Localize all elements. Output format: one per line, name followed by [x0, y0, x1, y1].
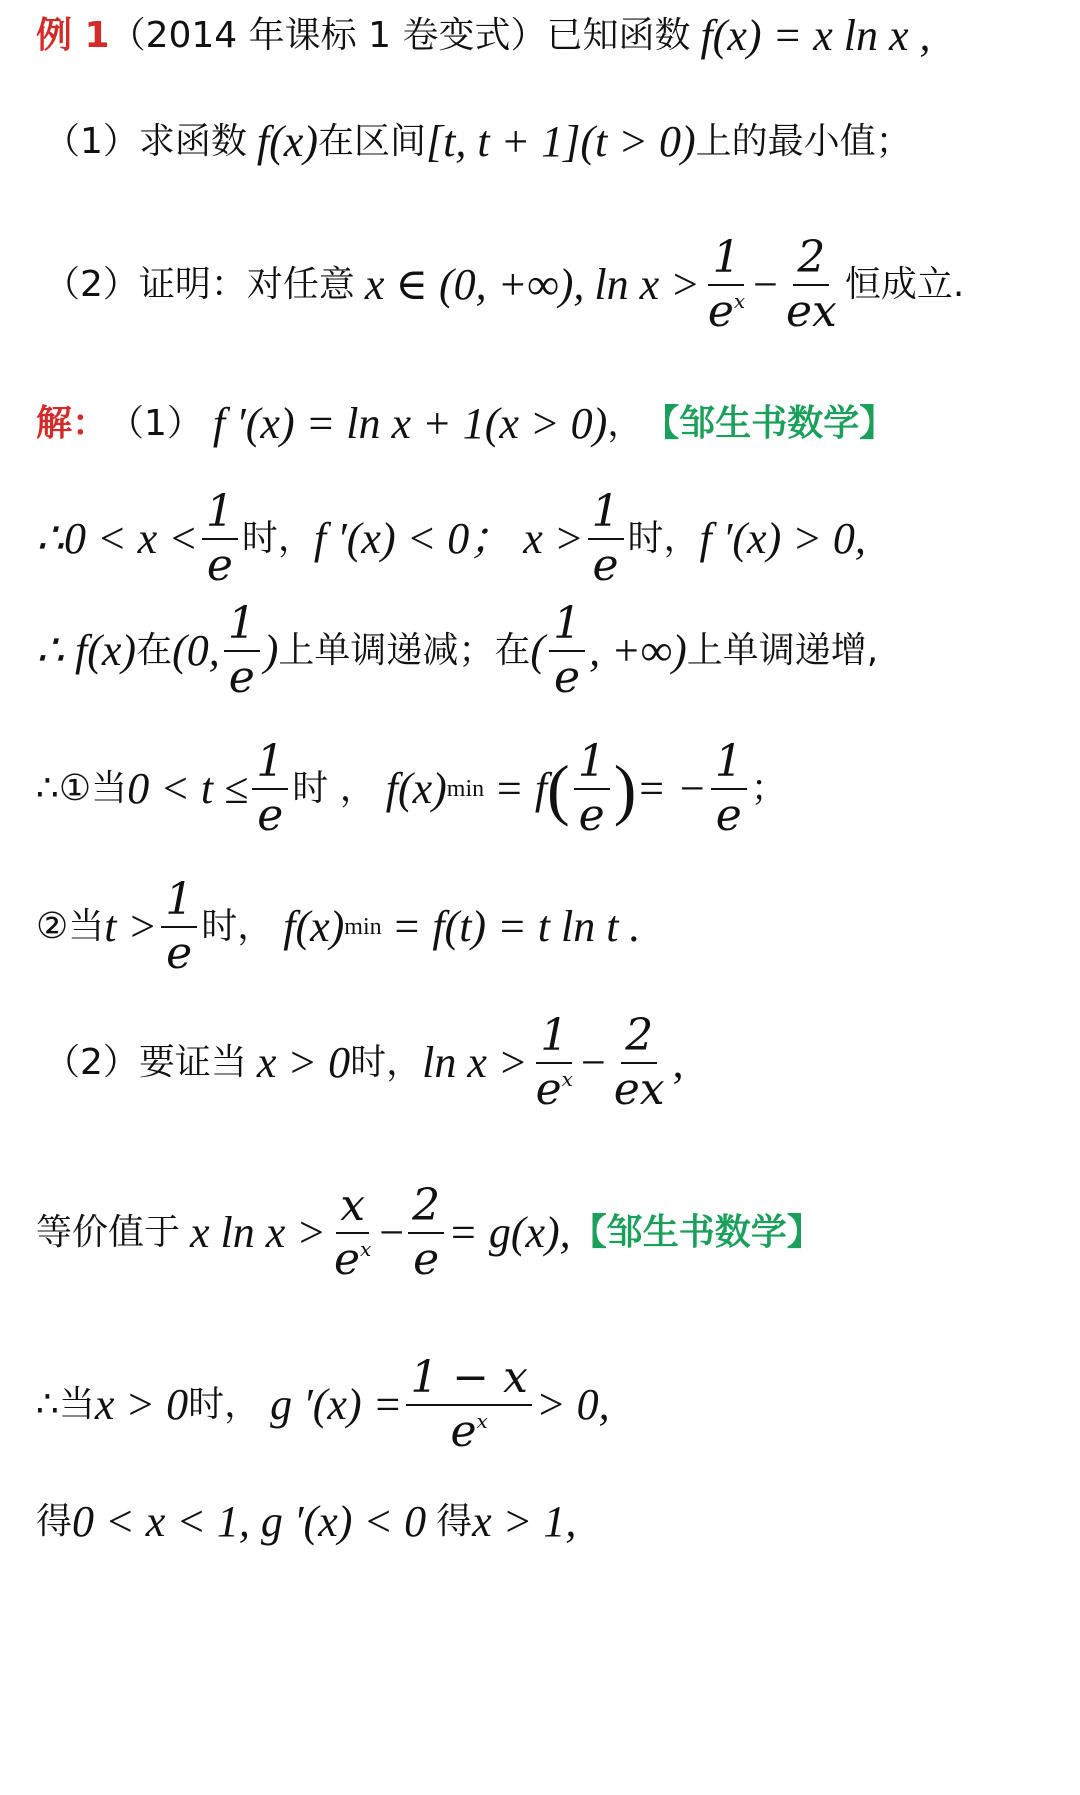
- line-b-fraction-2: [549, 600, 585, 703]
- part2-frac1-num: 1: [536, 1012, 572, 1064]
- case-2: [36, 876, 640, 979]
- last-range2: x > 1,: [472, 1497, 577, 1546]
- line-b-int1-pre: (0,: [172, 626, 220, 676]
- line-a-mid1: 时，: [241, 518, 314, 560]
- gprime-prefix: ∴当: [36, 1384, 95, 1426]
- q1-label: （1）求函数: [44, 121, 247, 162]
- line-c-fraction-3: [711, 738, 747, 841]
- part2-fraction-1: [532, 1012, 577, 1115]
- line-d-result: = f(t) = t ln t .: [391, 902, 641, 952]
- equiv-prefix: 等价值于: [36, 1212, 181, 1254]
- line-c-fraction-2: [574, 738, 610, 841]
- line-c-frac2-den: e: [578, 790, 605, 842]
- part2-frac1-den-sup: x: [561, 1067, 573, 1092]
- solution-comma: ，: [607, 403, 644, 444]
- equivalent-statement: [36, 1182, 823, 1285]
- gprime-frac-den-sup: x: [476, 1409, 488, 1434]
- line-c-shi: 时 ，: [292, 768, 376, 810]
- last-de1: 得: [36, 1501, 73, 1542]
- line-c-fmin: f(x): [385, 764, 447, 814]
- q1-fx: f(x): [256, 117, 318, 166]
- example-label: 例 1: [36, 15, 110, 56]
- part2-end: ,: [672, 1038, 684, 1088]
- line-c-frac2-num: 1: [574, 738, 610, 790]
- g-derivative: [36, 1354, 610, 1457]
- line-b-int2-post: , +∞): [589, 626, 687, 676]
- part2-lhs: ln x >: [422, 1038, 528, 1088]
- watermark-1: 【邹生书数学】: [643, 403, 896, 444]
- line-a-frac1-den: e: [206, 540, 233, 592]
- line-d-frac-num: 1: [161, 876, 197, 928]
- q2-domain: x ∈ (0, +∞),: [364, 260, 585, 310]
- line-a-cond1: f ′(x) < 0；: [313, 514, 514, 564]
- line-a-frac1-num: 1: [202, 488, 238, 540]
- line-b-int2-pre: (: [530, 626, 546, 676]
- line-a-mid2: 时，: [627, 518, 700, 560]
- line-b-frac1-num: 1: [224, 600, 260, 652]
- equiv-frac1-den: e: [334, 1234, 361, 1286]
- line-b-fraction-1: [224, 600, 260, 703]
- q2-fraction-1: [704, 234, 749, 337]
- line-a-cond2: f ′(x) > 0,: [699, 514, 866, 564]
- gprime-cond: x > 0: [94, 1380, 189, 1430]
- line-d-ineq: t >: [104, 902, 158, 952]
- line-b-frac2-num: 1: [549, 600, 585, 652]
- q2-tail: 恒成立.: [844, 264, 965, 306]
- part2-frac2-den: ex: [613, 1064, 665, 1116]
- solution-derivative: f ′(x) = ln x + 1(x > 0): [212, 399, 608, 448]
- watermark-2: 【邹生书数学】: [570, 1212, 823, 1254]
- line-c-min-sub: min: [446, 776, 485, 803]
- line-d-prefix: ②当: [36, 906, 105, 948]
- part-2-statement: [44, 1012, 684, 1115]
- solution-part1-label: （1）: [108, 403, 203, 444]
- gprime-fraction: [406, 1354, 532, 1457]
- equiv-frac1-den-sup: x: [360, 1237, 372, 1262]
- part2-fraction-2: [610, 1012, 669, 1115]
- line-c-fraction-1: [252, 738, 288, 841]
- line-d-fraction: [161, 876, 197, 979]
- line-d-min-sub: min: [344, 914, 382, 941]
- equiv-minus: −: [379, 1208, 405, 1258]
- line-b-zai: 在: [136, 630, 173, 672]
- question-2: [44, 234, 964, 337]
- gprime-shi: 时，: [188, 1384, 261, 1426]
- q1-zai-qujian: 在区间: [317, 121, 426, 162]
- q2-minus: −: [753, 260, 778, 310]
- line-d-shi: 时，: [201, 906, 274, 948]
- gprime-end: > 0,: [535, 1380, 610, 1430]
- part2-frac2-num: 2: [621, 1012, 657, 1064]
- q2-lhs: ln x >: [594, 260, 700, 310]
- gprime-frac-den: e: [450, 1406, 477, 1458]
- gprime-frac-num: 1 − x: [406, 1354, 532, 1406]
- line-b-text2: 上单调递增,: [686, 630, 879, 672]
- line-c-frac1-den: e: [257, 790, 284, 842]
- line-b-prefix: ∴ f(x): [36, 626, 137, 676]
- last-de2: 得: [436, 1501, 473, 1542]
- line-c-frac3-num: 1: [711, 738, 747, 790]
- line-b-frac1-den: e: [228, 652, 255, 704]
- equiv-frac2-num: 2: [408, 1182, 444, 1234]
- line-c-ineq: 0 < t ≤: [127, 764, 249, 814]
- q2-frac1-den-sup: x: [733, 289, 746, 314]
- q2-frac2-num: 2: [793, 234, 829, 286]
- example-header: [36, 11, 931, 60]
- example-source: （2014 年课标 1 卷变式）已知函数: [109, 15, 691, 56]
- part2-shi: 时，: [350, 1042, 423, 1084]
- line-c-eq: = f: [494, 764, 548, 814]
- line-b-text1: 上单调递减；在: [278, 630, 531, 672]
- line-a-frac2-num: 1: [588, 488, 624, 540]
- line-a-frac2-den: e: [592, 540, 619, 592]
- q2-frac1-num: 1: [708, 234, 744, 286]
- line-d-frac-den: e: [166, 928, 193, 980]
- line-b-int1-post: ): [263, 626, 279, 676]
- last-range1: 0 < x < 1, g ′(x) < 0: [72, 1497, 427, 1546]
- monotonic-conditions: [36, 488, 866, 591]
- line-d-fmin: f(x): [283, 902, 345, 952]
- line-c-lparen: (: [547, 751, 570, 828]
- q2-fraction-2: [782, 234, 841, 337]
- q1-interval: [t, t + 1]: [425, 117, 581, 166]
- equiv-fraction-2: [408, 1182, 444, 1285]
- solution-label: 解：: [36, 403, 109, 444]
- equiv-lhs: x ln x >: [190, 1208, 326, 1258]
- line-c-result: = −: [636, 764, 707, 814]
- solution-part1: [36, 399, 896, 448]
- monotonic-intervals: [36, 600, 878, 703]
- part2-minus: −: [580, 1038, 606, 1088]
- q2-frac1-den: e: [707, 286, 734, 338]
- line-a-prefix: ∴0 < x <: [36, 514, 198, 564]
- line-c-prefix: ∴①当: [36, 768, 128, 810]
- equiv-fraction-1: [330, 1182, 375, 1285]
- equiv-frac2-den: e: [413, 1234, 440, 1286]
- part2-label: （2）要证当: [44, 1042, 247, 1084]
- equiv-result: = g(x),: [448, 1208, 571, 1258]
- q2-frac2-den: ex: [785, 286, 837, 338]
- line-b-frac2-den: e: [554, 652, 581, 704]
- line-a-fraction-1: [202, 488, 238, 591]
- case-1: [36, 738, 787, 841]
- equiv-frac1-num: x: [336, 1182, 369, 1234]
- q1-condition: (t > 0): [580, 117, 696, 166]
- function-definition: f(x) = x ln x ,: [700, 11, 931, 60]
- line-a-fraction-2: [588, 488, 624, 591]
- question-1: [44, 117, 912, 166]
- q1-tail: 上的最小值；: [695, 121, 912, 162]
- part2-cond: x > 0: [256, 1038, 351, 1088]
- line-c-frac1-num: 1: [252, 738, 288, 790]
- final-ranges: [36, 1497, 577, 1546]
- part2-frac1-den: e: [535, 1064, 562, 1116]
- line-a-cond2-pre: x >: [523, 514, 584, 564]
- line-c-rparen: ): [613, 751, 637, 828]
- q2-label: （2）证明：对任意: [44, 264, 355, 306]
- gprime-lhs: g ′(x) =: [270, 1380, 403, 1430]
- line-c-frac3-den: e: [715, 790, 742, 842]
- line-c-end: ；: [750, 768, 787, 810]
